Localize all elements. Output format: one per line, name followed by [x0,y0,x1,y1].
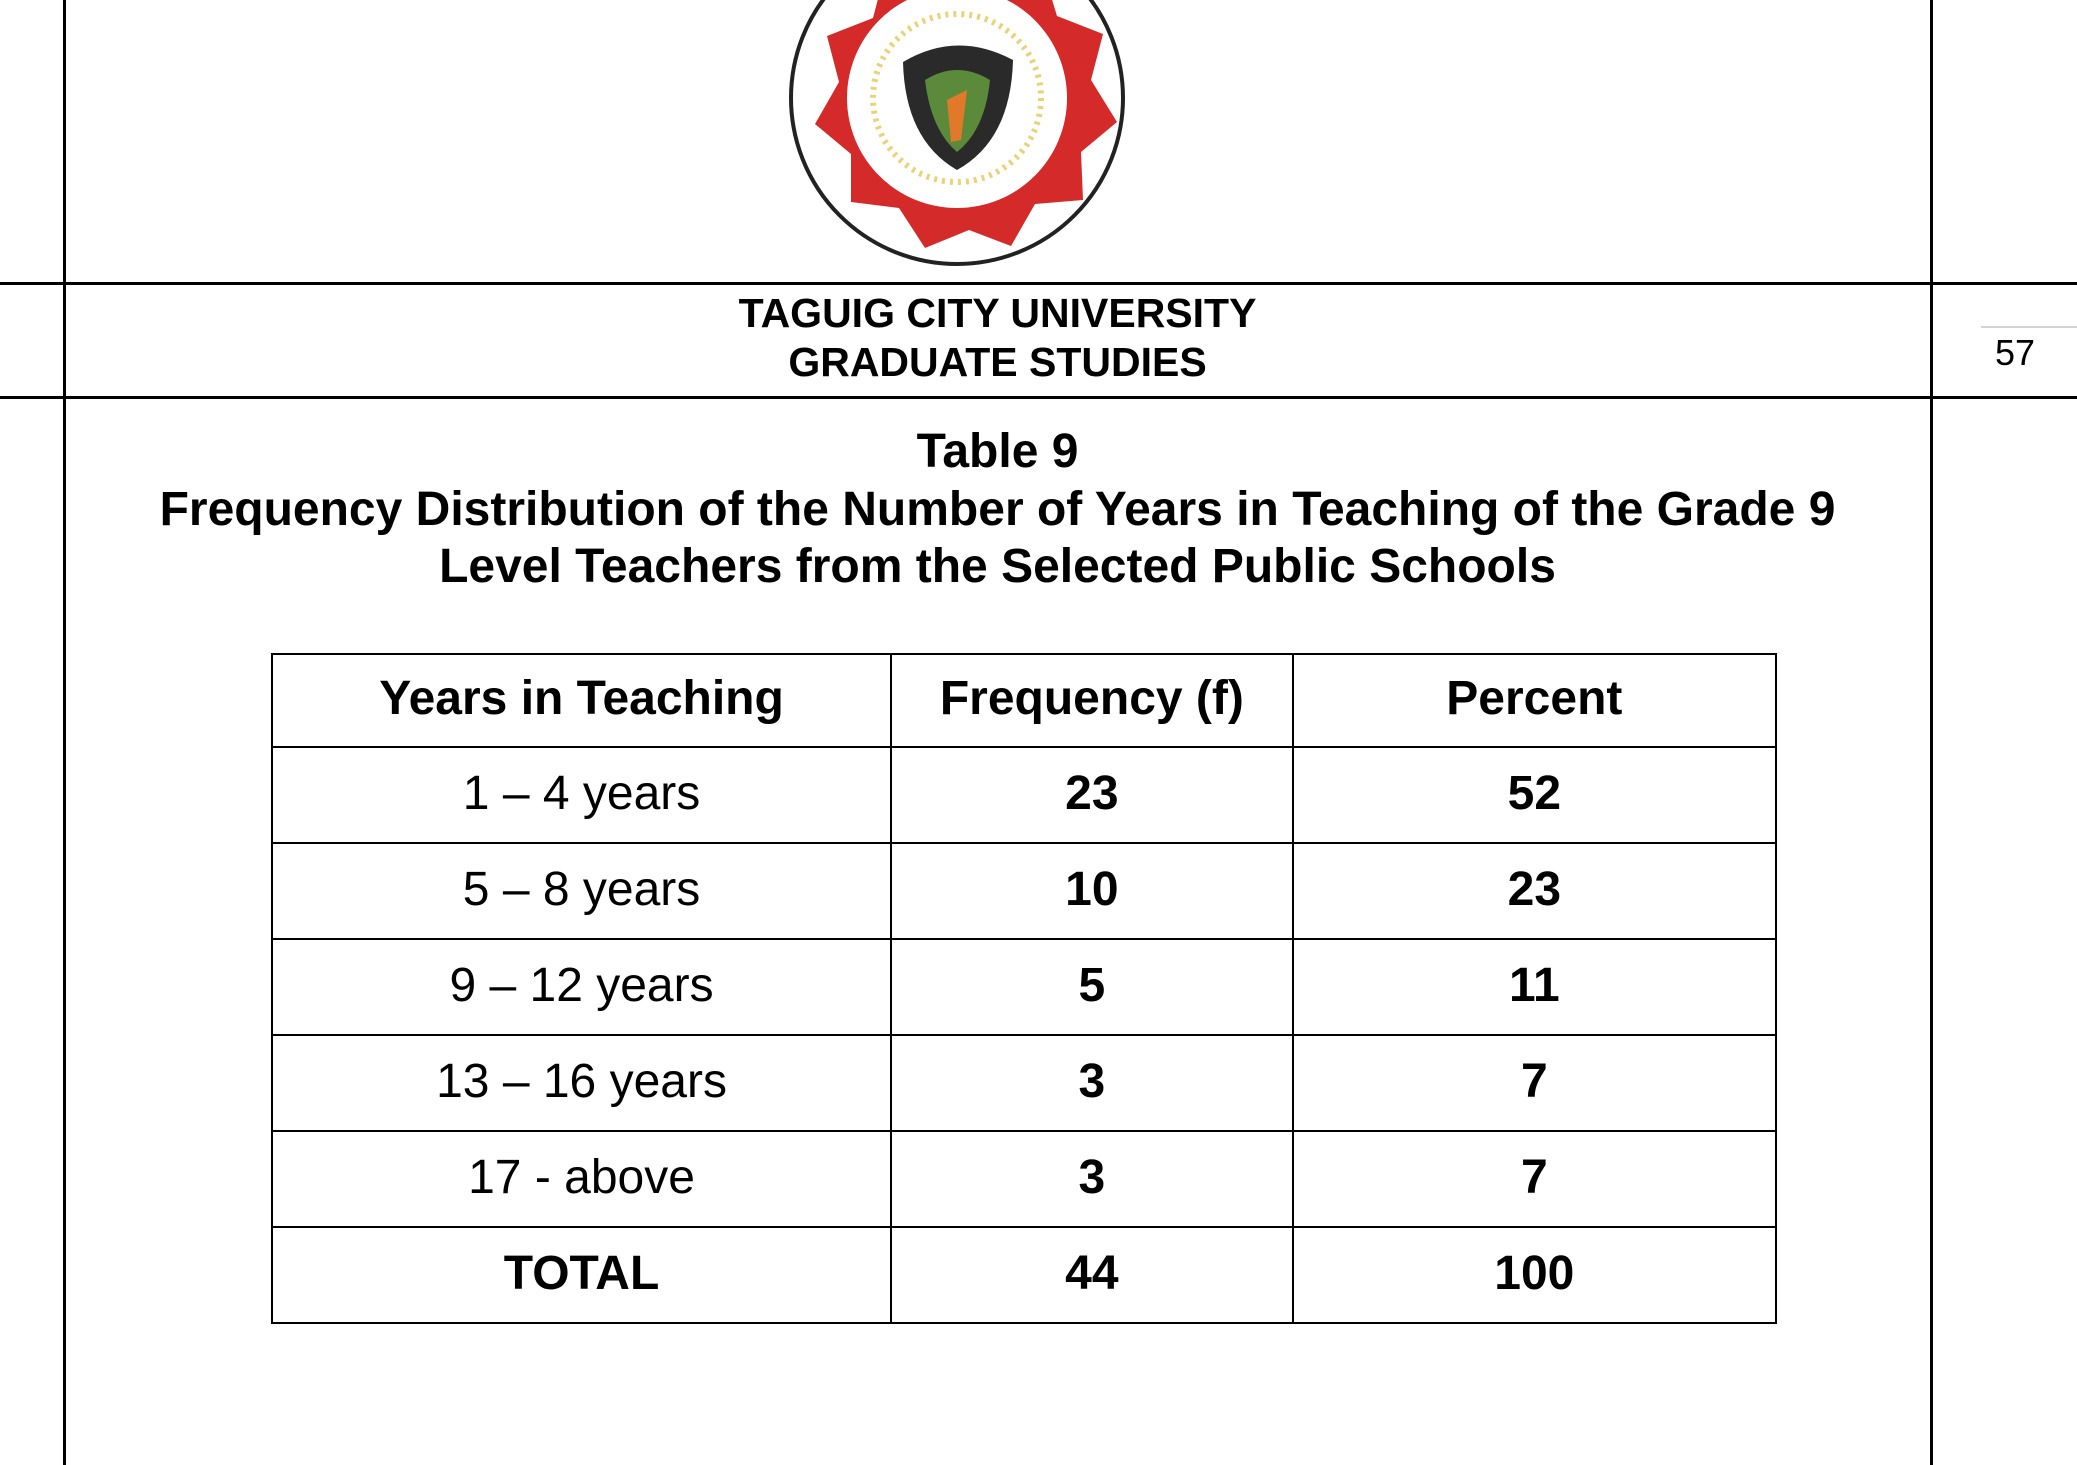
percent-cell: 7 [1293,1035,1776,1131]
years-cell: 1 – 4 years [272,747,891,843]
table-row [272,939,1776,1035]
total-frequency: 44 [891,1227,1293,1323]
percent-cell: 7 [1293,1131,1776,1227]
frequency-table [271,653,1777,1324]
table-label: Table 9 [916,425,1079,478]
table-row [272,1035,1776,1131]
percent-cell: 23 [1293,843,1776,939]
frequency-cell: 10 [891,843,1293,939]
table-header-row [272,654,1776,747]
header-years: Years in Teaching [272,654,891,747]
table-total-row [272,1227,1776,1323]
percent-cell: 11 [1293,939,1776,1035]
years-cell: 17 - above [272,1131,891,1227]
years-cell: 13 – 16 years [272,1035,891,1131]
percent-cell: 52 [1293,747,1776,843]
university-seal-logo [785,0,1130,266]
header-bottom-rule [0,396,2077,399]
frequency-cell: 23 [891,747,1293,843]
table-caption-line2: Level Teachers from the Selected Public Schools [439,540,1556,593]
border-right [1930,0,1933,1465]
total-label: TOTAL [272,1227,891,1323]
total-percent: 100 [1293,1227,1776,1323]
border-left [63,0,66,1465]
university-name: TAGUIG CITY UNIVERSITY [738,290,1257,336]
department-name: GRADUATE STUDIES [788,339,1207,385]
years-cell: 9 – 12 years [272,939,891,1035]
page-number-rule [1981,326,2077,328]
years-cell: 5 – 8 years [272,843,891,939]
page-number: 57 [1995,332,2036,373]
frequency-cell: 3 [891,1035,1293,1131]
table-caption-line1: Frequency Distribution of the Number of Years in Teaching of the Grade 9 [159,483,1836,536]
header-percent: Percent [1293,654,1776,747]
table-row [272,747,1776,843]
header-frequency: Frequency (f) [891,654,1293,747]
table-row [272,1131,1776,1227]
header-top-rule [0,282,2077,285]
frequency-cell: 3 [891,1131,1293,1227]
frequency-cell: 5 [891,939,1293,1035]
table-row [272,843,1776,939]
